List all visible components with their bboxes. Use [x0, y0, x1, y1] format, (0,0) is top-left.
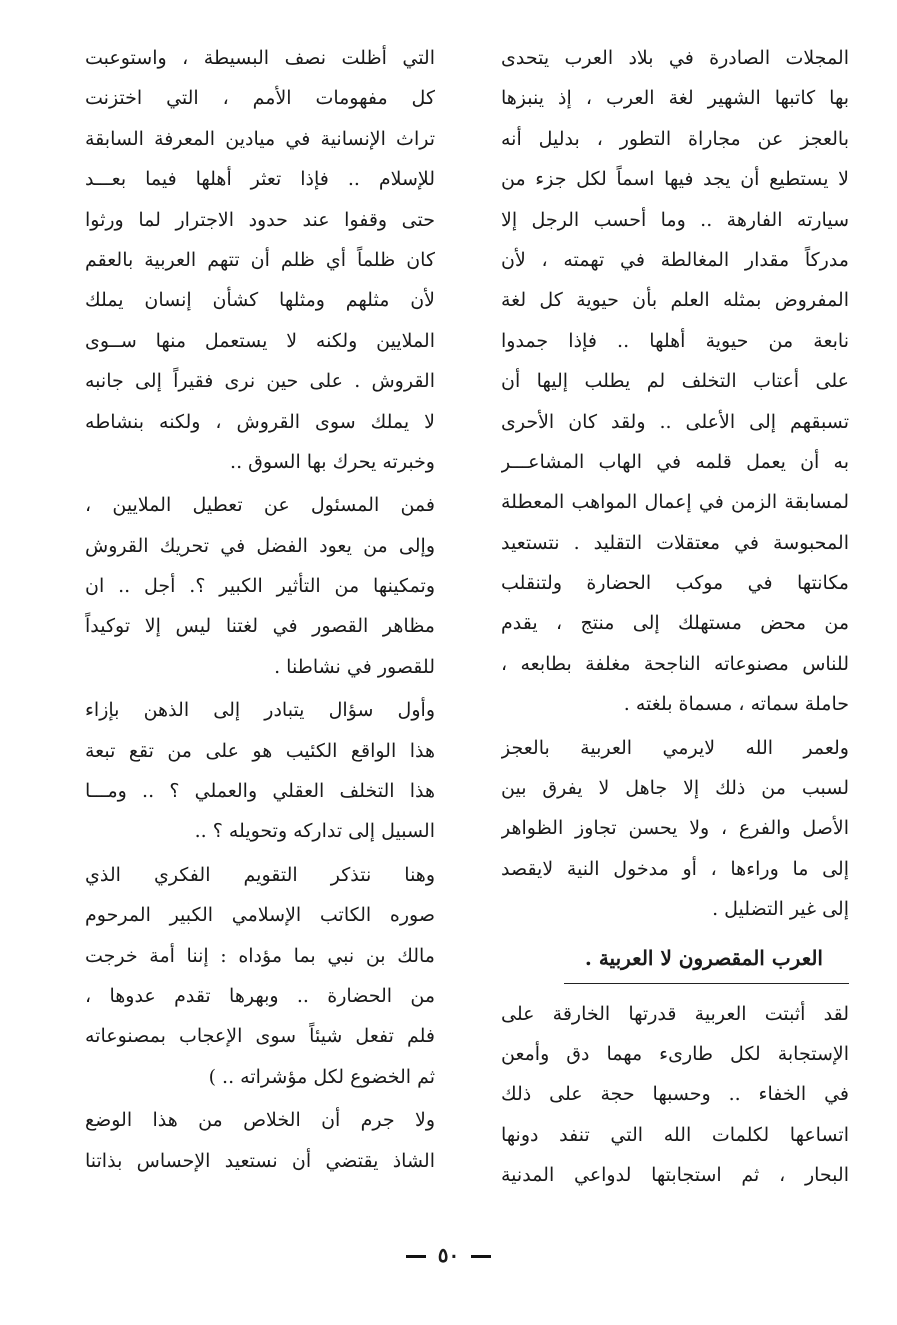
text-line: ولا جرم أن الخلاص من هذا الوضع — [85, 1109, 435, 1132]
text-line: تراث الإنسانية في ميادين المعرفة السابقة — [85, 127, 435, 150]
text-line: تسبقهم إلى الأعلى .. ولقد كان الأحرى — [501, 410, 849, 433]
text-line: للناس مصنوعاته الناجحة مغلفة بطابعه ، — [501, 652, 849, 675]
text-line: وتمكينها من التأثير الكبير ؟. أجل .. ان — [85, 575, 435, 598]
text-line: إلى ما وراءها ، أو مدخول النية لايقصد — [501, 857, 849, 880]
text-line: كان ظلماً أي ظلم أن تتهم العربية بالعقم — [85, 248, 435, 271]
text-line: لسبب من ذلك إلا جاهل لا يفرق بين — [501, 777, 849, 800]
section-heading-block — [501, 938, 849, 984]
text-line: مظاهر القصور في لغتنا ليس إلا توكيداً — [85, 615, 435, 638]
text-line: سيارته الفارهة .. وما أحسب الرجل إلا — [501, 208, 849, 231]
text-line: مكانتها في موكب الحضارة ولتنقلب — [501, 572, 849, 595]
text-line: هذا الواقع الكئيب هو على من تقع تبعة — [85, 739, 435, 762]
text-line: الإستجابة لكل طارىء مهما دق وأمعن — [501, 1042, 849, 1065]
text-line: وخبرته يحرك بها السوق .. — [230, 450, 435, 473]
paragraph — [85, 690, 435, 852]
text-line: بها كاتبها الشهير لغة العرب ، إذ ينبزها — [501, 87, 849, 110]
text-line: لا يملك سوى القروش ، ولكنه بنشاطه — [85, 410, 435, 433]
paragraph — [85, 485, 435, 687]
text-line: الشاذ يقتضي أن نستعيد الإحساس بذاتنا — [85, 1149, 435, 1172]
page-number: ٥٠ — [437, 1243, 460, 1267]
text-line: فلم تفعل شيئاً سوى الإعجاب بمصنوعاته — [85, 1025, 435, 1048]
text-line: للإسلام .. فإذا تعثر أهلها فيما بعـــد — [85, 168, 435, 191]
text-line: من محض مستهلك إلى منتج ، يقدم — [501, 612, 849, 635]
text-line: بالعجز عن مجاراة التطور ، بدليل أنه — [501, 127, 849, 150]
section-heading: العرب المقصرون لا العربية . — [584, 945, 823, 970]
text-line: ثم الخضوع لكل مؤشراته .. ) — [208, 1065, 435, 1088]
dash-right — [471, 1255, 491, 1258]
heading-underline — [564, 983, 849, 984]
paragraph — [501, 994, 849, 1196]
text-line: لقد أثبتت العربية قدرتها الخارقة على — [501, 1002, 849, 1025]
text-line: السبيل إلى تداركه وتحويله ؟ .. — [194, 820, 435, 843]
paragraph — [501, 38, 849, 725]
text-line: مدركاً مقدار المغالطة في تهمته ، لأن — [501, 248, 849, 271]
text-line: للقصور في نشاطنا . — [274, 655, 435, 678]
text-line: المجلات الصادرة في بلاد العرب يتحدى — [501, 47, 849, 69]
text-line: نابعة من حيوية أهلها .. فإذا جمدوا — [501, 329, 849, 352]
text-line: التي أظلت نصف البسيطة ، واستوعبت — [85, 47, 435, 69]
text-line: وإلى من يعود الفضل في تحريك القروش — [85, 534, 435, 557]
text-line: إلى غير التضليل . — [712, 898, 849, 921]
text-line: فمن المسئول عن تعطيل الملايين ، — [85, 494, 435, 517]
text-line: وأول سؤال يتبادر إلى الذهن بإزاء — [85, 699, 435, 722]
text-line: صوره الكاتب الإسلامي الكبير المرحوم — [85, 904, 435, 927]
paragraph — [85, 855, 435, 1097]
text-line: البحار ، ثم استجابتها لدواعي المدنية — [501, 1164, 849, 1187]
text-line: لا يستطيع أن يجد فيها اسماً لكل جزء من — [501, 168, 849, 191]
text-line: القروش . على حين نرى فقيراً إلى جانبه — [85, 370, 435, 393]
text-line: المفروض بمثله العلم بأن حيوية كل لغة — [501, 289, 849, 312]
text-line: حاملة سماته ، مسماة بلغته . — [623, 693, 849, 716]
text-line: الملايين ولكنه لا يستعمل منها ســوى — [85, 329, 435, 352]
text-line: وهنا نتذكر التقويم الفكري الذي — [85, 863, 435, 886]
text-line: به أن يعمل قلمه في الهاب المشاعـــر — [501, 450, 849, 473]
paragraph — [501, 728, 849, 930]
text-line: من الحضارة .. وبهرها تقدم عدوها ، — [85, 984, 435, 1007]
text-line: المحبوسة في معتقلات التقليد . نتستعيد — [501, 531, 849, 554]
text-line: لأن مثلهم ومثلها كشأن إنسان يملك — [85, 289, 435, 312]
paragraph — [85, 38, 435, 482]
paragraph — [85, 1100, 435, 1181]
text-line: حتى وقفوا عند حدود الاجترار لما ورثوا — [85, 208, 435, 231]
text-line: لمسابقة الزمن في إعمال المواهب المعطلة — [501, 491, 849, 514]
text-line: مالك بن نبي بما مؤداه : إننا أمة خرجت — [85, 944, 435, 967]
text-line: الأصل والفرع ، ولا يحسن تجاوز الظواهر — [501, 817, 849, 840]
text-line: ولعمر الله لايرمي العربية بالعجز — [501, 736, 849, 759]
text-line: كل مفهومات الأمم ، التي اختزنت — [85, 87, 435, 110]
text-line: في الخفاء .. وحسبها حجة على ذلك — [501, 1083, 849, 1106]
text-line: اتساعها لكلمات الله التي تنفد دونها — [501, 1123, 849, 1146]
text-line: على أعتاب التخلف لم يطلب إليها أن — [501, 370, 849, 393]
dash-left — [406, 1255, 426, 1258]
text-line: هذا التخلف العقلي والعملي ؟ .. ومـــا — [85, 780, 435, 803]
right-column — [501, 38, 849, 1196]
left-column — [85, 38, 435, 1181]
page-footer — [0, 1243, 897, 1267]
